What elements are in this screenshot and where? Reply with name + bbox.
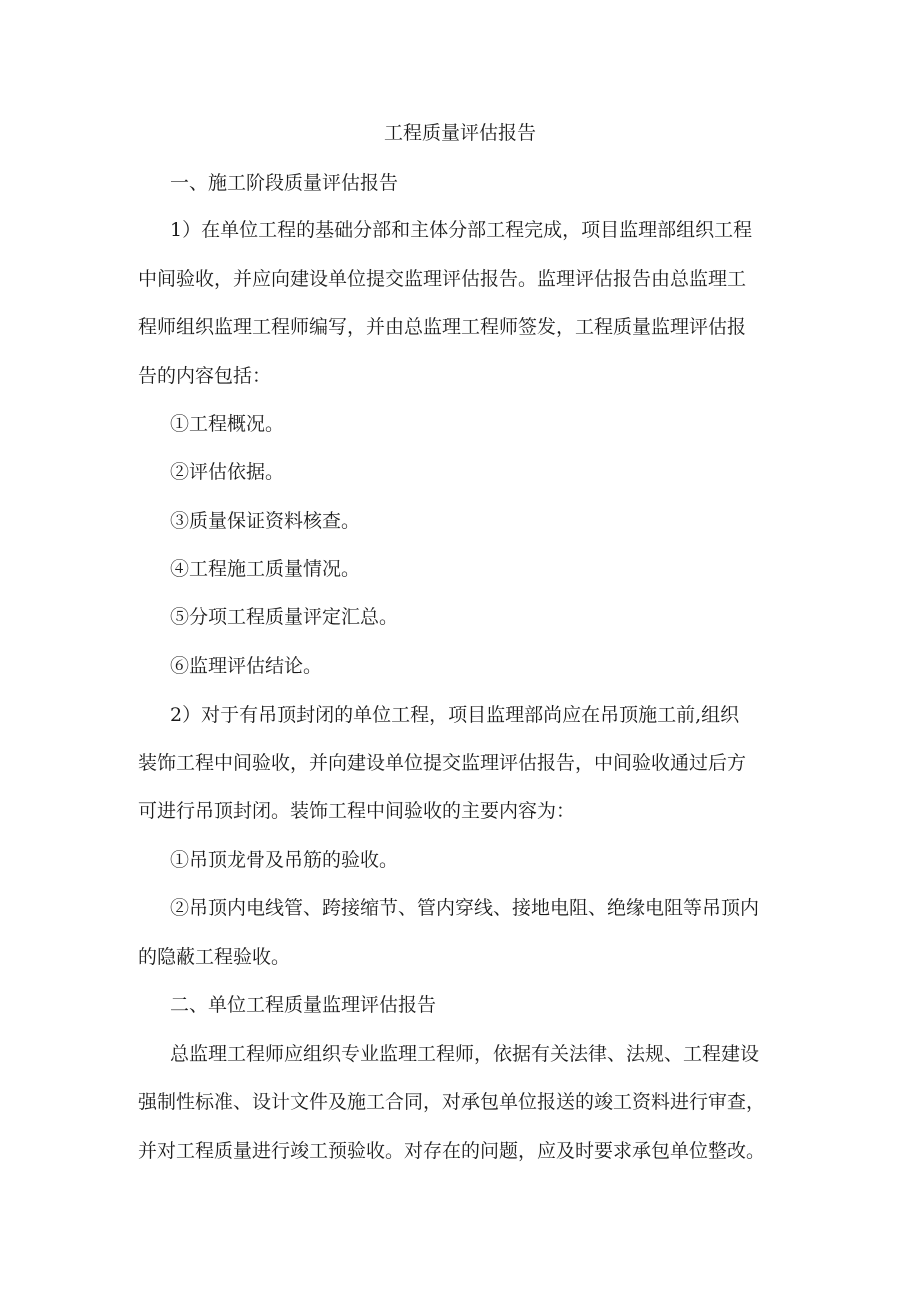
paragraph-line: 总监理工程师应组织专业监理工程师，依据有关法律、法规、工程建设 — [170, 1043, 760, 1065]
list-item: ⑤分项工程质量评定汇总。 — [170, 606, 399, 628]
list-item: ②吊顶内电线管、跨接缩节、管内穿线、接地电阻、绝缘电阻等吊顶内 — [170, 897, 760, 919]
list-item: ⑥监理评估结论。 — [170, 655, 323, 677]
section-heading: 二、单位工程质量监理评估报告 — [170, 994, 437, 1016]
list-item-continuation: 的隐蔽工程验收。 — [138, 946, 291, 968]
list-item: ①工程概况。 — [170, 413, 285, 435]
list-item: ③质量保证资料核查。 — [170, 510, 361, 532]
document-title: 工程质量评估报告 — [383, 122, 536, 144]
paragraph-line: 告的内容包括： — [138, 365, 272, 387]
section-heading: 一、施工阶段质量评估报告 — [170, 172, 399, 194]
paragraph-line: 中间验收，并应向建设单位提交监理评估报告。监理评估报告由总监理工 — [138, 268, 747, 290]
paragraph-line: 可进行吊顶封闭。装饰工程中间验收的主要内容为： — [138, 800, 576, 822]
paragraph-line: 装饰工程中间验收，并向建设单位提交监理评估报告，中间验收通过后方 — [138, 752, 747, 774]
list-item: ④工程施工质量情况。 — [170, 558, 361, 580]
paragraph-line: 1）在单位工程的基础分部和主体分部工程完成，项目监理部组织工程 — [170, 219, 753, 241]
paragraph-line: 2）对于有吊顶封闭的单位工程，项目监理部尚应在吊顶施工前,组织 — [170, 704, 740, 726]
paragraph-line: 并对工程质量进行竣工预验收。对存在的问题，应及时要求承包单位整改。 — [138, 1140, 766, 1162]
paragraph-line: 强制性标准、设计文件及施工合同，对承包单位报送的竣工资料进行审查， — [138, 1091, 766, 1113]
list-item: ①吊顶龙骨及吊筋的验收。 — [170, 849, 399, 871]
list-item: ②评估依据。 — [170, 461, 285, 483]
paragraph-line: 程师组织监理工程师编写，并由总监理工程师签发，工程质量监理评估报 — [138, 316, 747, 338]
